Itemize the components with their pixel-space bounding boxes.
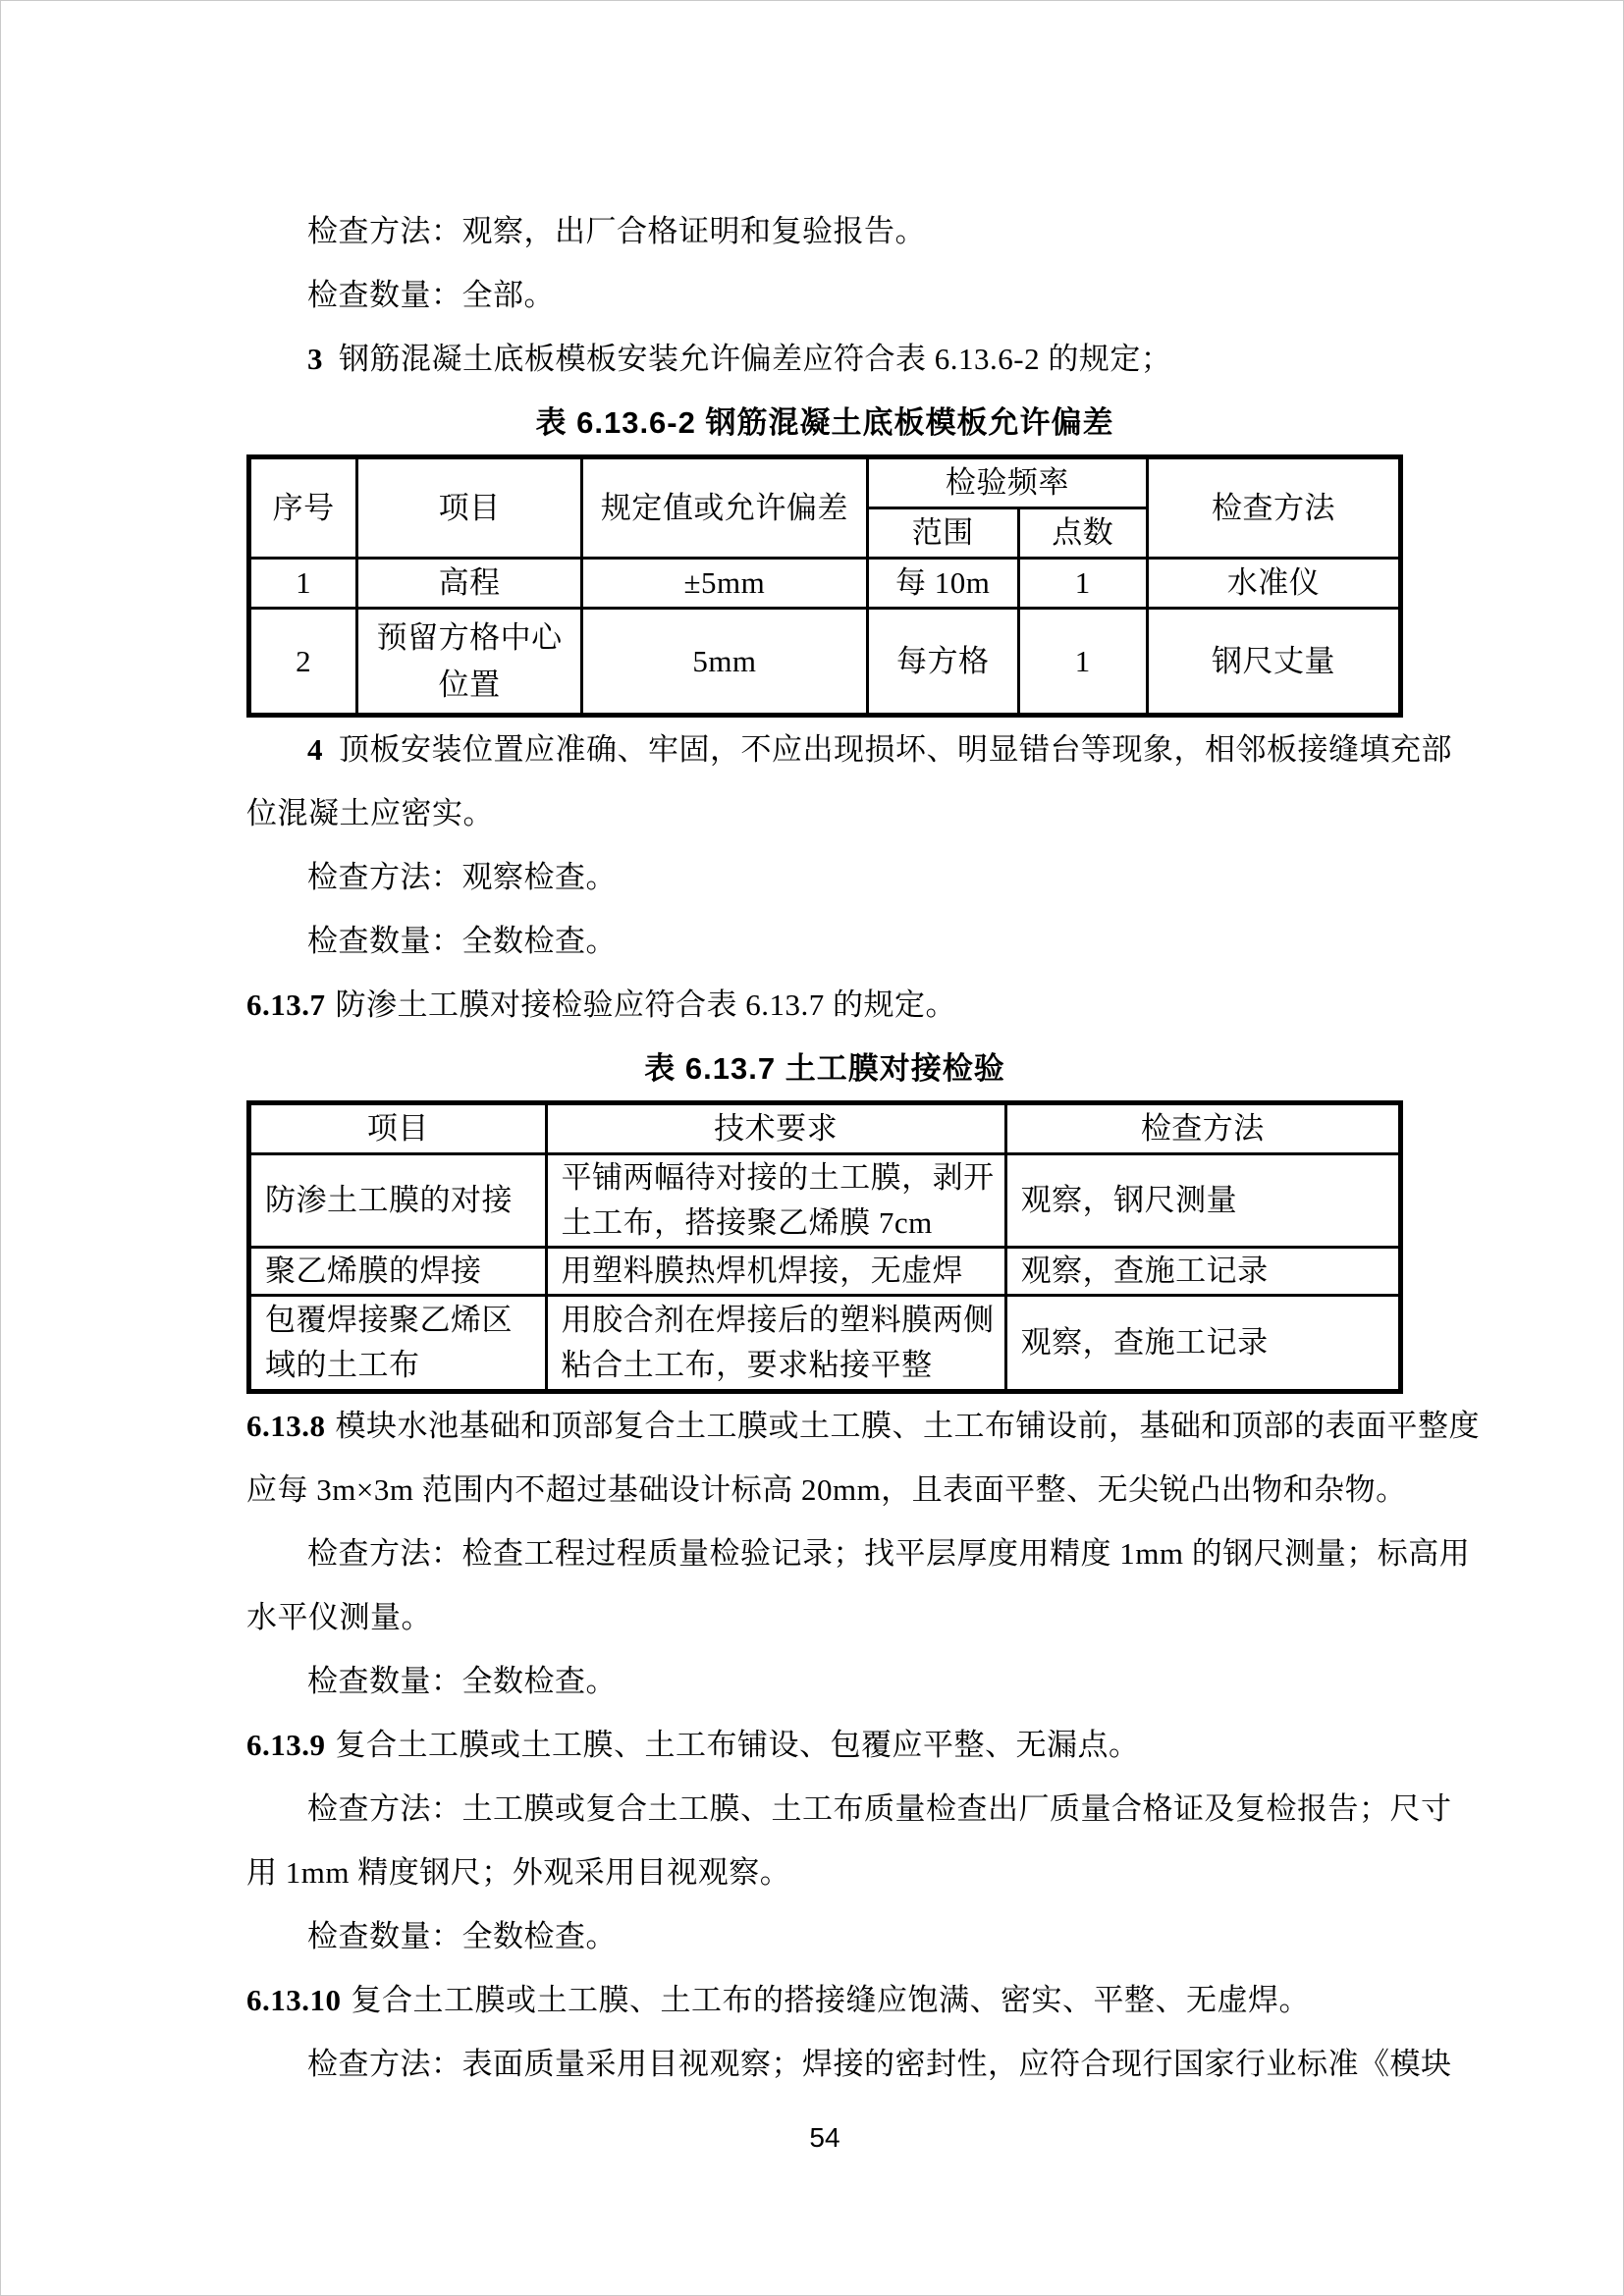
table-cell: 2 — [249, 609, 357, 716]
paragraph — [246, 1649, 1403, 1713]
paragraph-text: 位混凝土应密实。 — [246, 796, 494, 830]
paragraph-text: 检查数量：全数检查。 — [307, 924, 617, 958]
table-caption: 表 6.13.6-2 钢筋混凝土底板模板允许偏差 — [535, 405, 1114, 440]
paragraph — [246, 1841, 1403, 1904]
table-cell: 观察，钢尺测量 — [1005, 1154, 1400, 1248]
table-cell: 用胶合剂在焊接后的塑料膜两侧粘合土工布，要求粘接平整 — [546, 1296, 1005, 1392]
table-cell: 钢尺丈量 — [1147, 609, 1400, 716]
table-geomembrane-joint — [246, 1100, 1403, 1394]
table-cell: 防渗土工膜的对接 — [249, 1154, 547, 1248]
paragraph-text: 模块水池基础和顶部复合土工膜或土工膜、土工布铺设前，基础和顶部的表面平整度 — [335, 1409, 1480, 1443]
paragraph-text: 检查方法：观察，出厂合格证明和复验报告。 — [307, 214, 926, 248]
paragraph-text: 复合土工膜或土工膜、土工布铺设、包覆应平整、无漏点。 — [335, 1728, 1140, 1762]
table-header-cell: 技术要求 — [546, 1103, 1005, 1154]
paragraph — [246, 845, 1403, 909]
paragraph — [246, 781, 1403, 845]
table-cell: 水准仪 — [1147, 559, 1400, 609]
table-formwork-tolerance — [246, 454, 1403, 718]
table-header-cell: 检查方法 — [1147, 457, 1400, 559]
paragraph-text: 检查方法：土工膜或复合土工膜、土工布质量检查出厂质量合格证及复检报告；尺寸 — [307, 1791, 1452, 1826]
paragraph — [246, 263, 1403, 327]
table-header-cell: 序号 — [249, 457, 357, 559]
paragraph — [246, 1394, 1480, 1458]
paragraph — [246, 1904, 1403, 1968]
item-number: 4 — [307, 732, 323, 767]
paragraph-text: 钢筋混凝土底板模板安装允许偏差应符合表 6.13.6-2 的规定； — [339, 342, 1172, 376]
paragraph-text: 复合土工膜或土工膜、土工布的搭接缝应饱满、密实、平整、无虚焊。 — [351, 1983, 1310, 2017]
table-header-cell: 项目 — [357, 457, 582, 559]
table-cell: 包覆焊接聚乙烯区域的土工布 — [249, 1296, 547, 1392]
paragraph — [246, 973, 1403, 1037]
table-cell: 5mm — [581, 609, 867, 716]
table-header-cell: 范围 — [867, 508, 1018, 559]
item-number: 3 — [307, 342, 323, 376]
table-cell: 观察，查施工记录 — [1005, 1296, 1400, 1392]
table-cell: 每 10m — [867, 559, 1018, 609]
table-header-cell: 检验频率 — [867, 457, 1147, 508]
page-number: 54 — [809, 2122, 840, 2153]
paragraph-text: 防渗土工膜对接检验应符合表 6.13.7 的规定。 — [335, 988, 956, 1022]
table-cell: ±5mm — [581, 559, 867, 609]
section-number: 6.13.8 — [246, 1409, 326, 1443]
table-cell: 平铺两幅待对接的土工膜，剥开土工布，搭接聚乙烯膜 7cm — [546, 1154, 1005, 1248]
table-row — [249, 1248, 1401, 1296]
table-cell: 1 — [1018, 609, 1147, 716]
paragraph-text: 检查数量：全数检查。 — [307, 1919, 617, 1953]
paragraph-text: 检查方法：检查工程过程质量检验记录；找平层厚度用精度 1mm 的钢尺测量；标高用 — [307, 1536, 1471, 1571]
table-cell: 聚乙烯膜的焊接 — [249, 1248, 547, 1296]
section-number: 6.13.9 — [246, 1728, 326, 1762]
table-cell: 用塑料膜热焊机焊接，无虚焊 — [546, 1248, 1005, 1296]
table-header-cell: 检查方法 — [1005, 1103, 1400, 1154]
paragraph-text: 水平仪测量。 — [246, 1600, 432, 1634]
paragraph — [246, 199, 1403, 263]
paragraph-text: 检查数量：全数检查。 — [307, 1664, 617, 1698]
paragraph — [246, 1458, 1407, 1522]
table-row — [249, 1154, 1401, 1248]
table-cell: 每方格 — [867, 609, 1018, 716]
paragraph — [246, 1713, 1403, 1777]
paragraph — [246, 718, 1452, 781]
table-caption: 表 6.13.7 土工膜对接检验 — [644, 1051, 1005, 1086]
section-number: 6.13.10 — [246, 1983, 342, 2017]
paragraph — [246, 1585, 1403, 1649]
table-cell: 观察，查施工记录 — [1005, 1248, 1400, 1296]
paragraph-text: 检查方法：观察检查。 — [307, 860, 617, 894]
paragraph — [246, 2032, 1452, 2096]
table-header-cell: 规定值或允许偏差 — [581, 457, 867, 559]
table-cell: 高程 — [357, 559, 582, 609]
paragraph — [246, 1968, 1403, 2032]
table-cell: 1 — [1018, 559, 1147, 609]
paragraph — [246, 909, 1403, 973]
paragraph-text: 顶板安装位置应准确、牢固，不应出现损坏、明显错台等现象，相邻板接缝填充部 — [339, 732, 1452, 767]
table-row — [249, 609, 1401, 716]
table-row — [249, 1296, 1401, 1392]
table-header-cell: 项目 — [249, 1103, 547, 1154]
paragraph — [246, 1522, 1471, 1585]
paragraph — [246, 1777, 1452, 1841]
table-header-cell: 点数 — [1018, 508, 1147, 559]
section-number: 6.13.7 — [246, 988, 326, 1022]
paragraph — [246, 327, 1403, 391]
table-cell: 1 — [249, 559, 357, 609]
paragraph-text: 检查数量：全部。 — [307, 278, 555, 312]
paragraph-text: 检查方法：表面质量采用目视观察；焊接的密封性，应符合现行国家行业标准《模块 — [307, 2047, 1452, 2081]
table-cell: 预留方格中心位置 — [357, 609, 582, 716]
table-row — [249, 559, 1401, 609]
paragraph-text: 应每 3m×3m 范围内不超过基础设计标高 20mm，且表面平整、无尖锐凸出物和杂物。 — [246, 1472, 1407, 1507]
paragraph-text: 用 1mm 精度钢尺；外观采用目视观察。 — [246, 1855, 791, 1890]
